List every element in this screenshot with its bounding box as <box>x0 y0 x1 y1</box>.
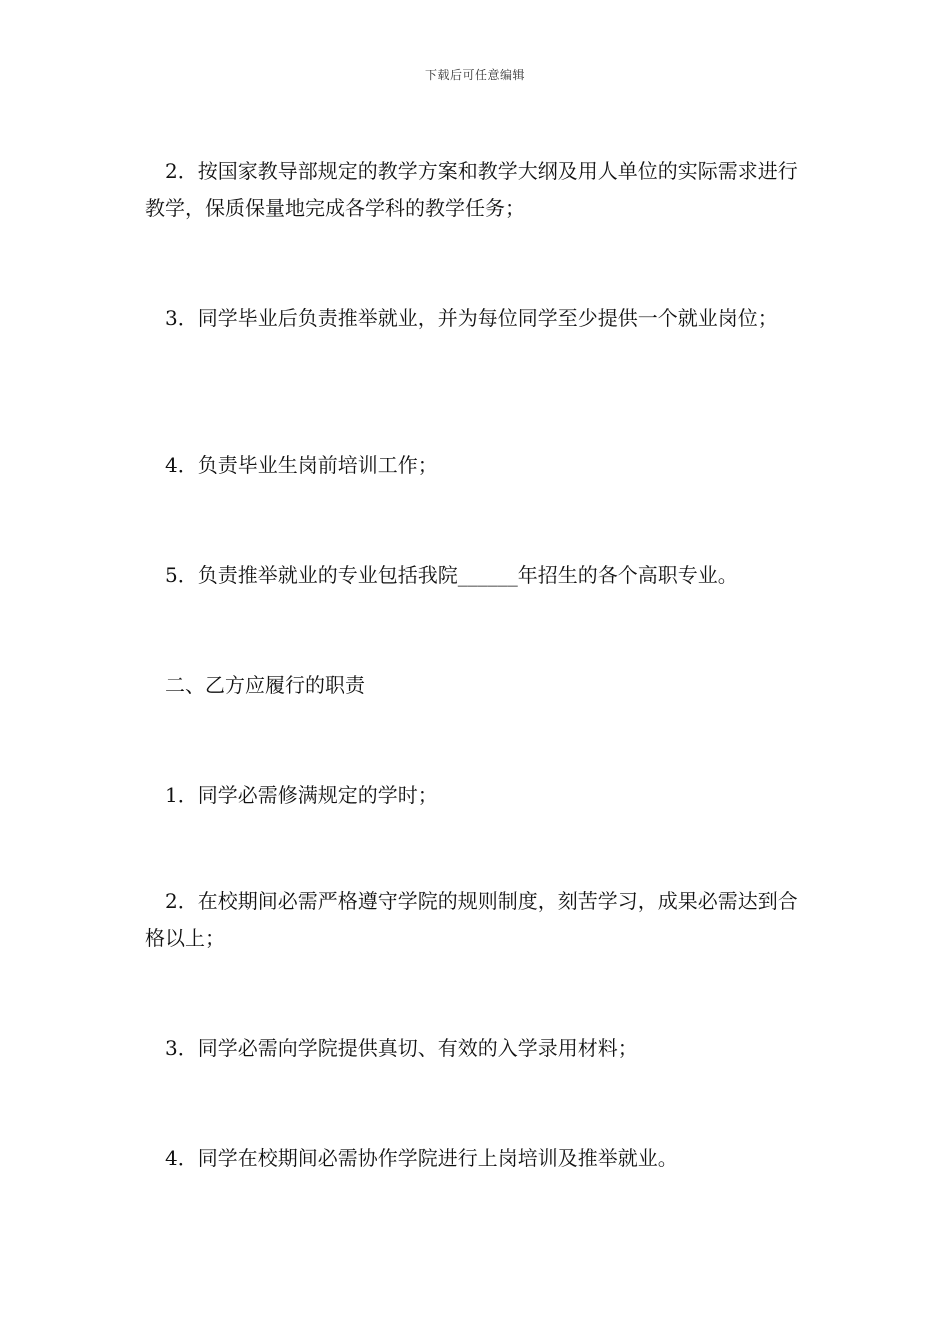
paragraph-clause-a2: 2．按国家教导部规定的教学方案和教学大纲及用人单位的实际需求进行教学，保质保量地完成各学科的教学任务； <box>145 159 798 220</box>
paragraph-clause-a3: 3．同学毕业后负责推举就业，并为每位同学至少提供一个就业岗位； <box>165 306 778 330</box>
paragraph-clause-b2: 2．在校期间必需严格遵守学院的规则制度，刻苦学习，成果必需达到合格以上； <box>145 889 798 950</box>
paragraph-clause-a4: 4．负责毕业生岗前培训工作； <box>165 453 438 477</box>
paragraph-clause-b3: 3．同学必需向学院提供真切、有效的入学录用材料； <box>165 1036 638 1060</box>
paragraph-clause-b1: 1．同学必需修满规定的学时； <box>165 783 438 807</box>
page-header: 下载后可任意编辑 <box>424 68 525 82</box>
paragraph-clause-a5: 5．负责推举就业的专业包括我院______年招生的各个高职专业。 <box>165 563 738 587</box>
section-heading-party-b: 二、乙方应履行的职责 <box>165 673 365 697</box>
paragraph-clause-b4: 4．同学在校期间必需协作学院进行上岗培训及推举就业。 <box>165 1146 678 1170</box>
